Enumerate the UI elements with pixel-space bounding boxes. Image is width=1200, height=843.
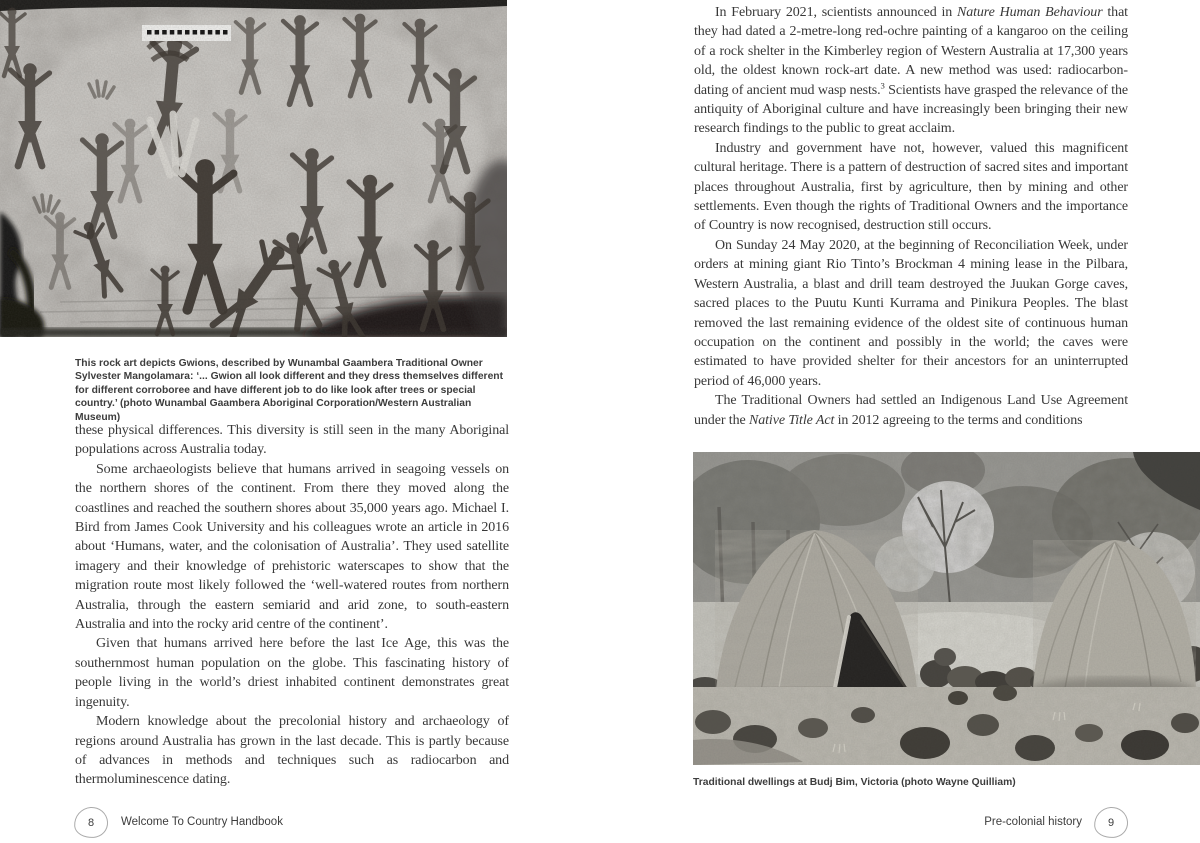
dwellings-caption: Traditional dwellings at Budj Bim, Victoria (photo Wayne Quilliam) <box>693 777 1016 788</box>
rock-art-illustration <box>0 0 507 337</box>
running-title: Welcome To Country Handbook <box>121 816 283 828</box>
right-body-text <box>694 3 1128 430</box>
dwellings-photo <box>693 452 1200 765</box>
running-title: Pre-colonial history <box>984 816 1082 828</box>
paragraph: these physical differences. This diversity is still seen in the many Aboriginal populations across Australia today. <box>75 423 509 458</box>
paragraph: On Sunday 24 May 2020, at the beginning of Reconciliation Week, under orders at mining giant Rio Tinto’s Brockman 4 mining lease in the Pilbara, Western Australia, a blast and drill team destroyed the Juukan Gorge caves, sacred places to the Puutu Kunti Kurrama and Pinikura Peoples. The blast removed the last remaining evidence of the oldest site of continuous human occupation on the continent and possibly in the world; the caves were estimated to have provided shelter for their ancestors for an uninterrupted period of 46,000 years. <box>694 237 1128 389</box>
dwellings-illustration <box>693 452 1200 765</box>
paragraph: The Traditional Owners had settled an Indigenous Land Use Agreement under the Native Title Act in 2012 agreeing to the terms and conditions <box>694 393 1128 428</box>
paragraph: In February 2021, scientists announced in Nature Human Behaviour that they had dated a 2-metre-long red-ochre painting of a kangaroo on the ceiling of a rock shelter in the Kimberley region of Western Australia at 17,300 years old, the oldest known rock-art date. A new method was used: radiocarbon-dating of ancient mud wasp nests.$^3$ Scientists have grasped the relevance of the antiquity of Aboriginal culture and have increasingly been bringing their new research findings to the public to great acclaim. <box>694 5 1128 137</box>
left-page-footer <box>74 805 508 839</box>
paragraph: Given that humans arrived here before the last Ice Age, this was the southernmost human population on the globe. This fascinating history of people living in the world’s driest inhabited continent demonstrates great ingenuity. <box>75 636 509 710</box>
right-page-footer <box>694 805 1128 839</box>
paragraph: Industry and government have not, however, valued this magnificent cultural heritage. There is a pattern of destruction of sacred sites and important places throughout Australia, first by agriculture, then by mining and other settlements. Even though the rights of Traditional Owners and the importance of Country is now recognised, destruction still occurs. <box>694 140 1128 234</box>
rock-art-photo <box>0 0 507 337</box>
paragraph: Some archaeologists believe that humans arrived in seagoing vessels on the northern shores of the continent. From there they moved along the coastlines and reached the southern shores about 35,000 years ago. Michael I. Bird from James Cook University and his colleagues wrote an article in 2016 about ‘Humans, water, and the colonisation of Australia’. They used satellite imagery and their knowledge of prehistoric waterscapes to show that the migration route most likely followed the ‘well-watered routes from northern Australia, through the eastern semiarid and arid zone, to south-eastern Australia and into the rocky arid centre of the continent’. <box>75 461 509 633</box>
page-number: 9 <box>1107 816 1115 828</box>
left-body-text <box>75 421 509 790</box>
paragraph: Modern knowledge about the precolonial history and archaeology of regions around Australia has grown in the last decade. This is partly because of advances in methods and techniques such as radiocarbon and thermoluminescence dating. <box>75 714 509 788</box>
page-number-badge <box>1093 805 1129 838</box>
page-number-badge <box>73 805 109 838</box>
page-number: 8 <box>87 816 95 828</box>
rock-art-caption: This rock art depicts Gwions, described by Wunambal Gaambera Traditional Owner Sylvester Mangolamara: ‘... Gwion all look different and they dress themselves different for different corroboree and have different job to do like look after trees or special country.’ (photo Wunambal Gaambera Aboriginal Corporation/Western Australian Museum) <box>75 358 504 423</box>
